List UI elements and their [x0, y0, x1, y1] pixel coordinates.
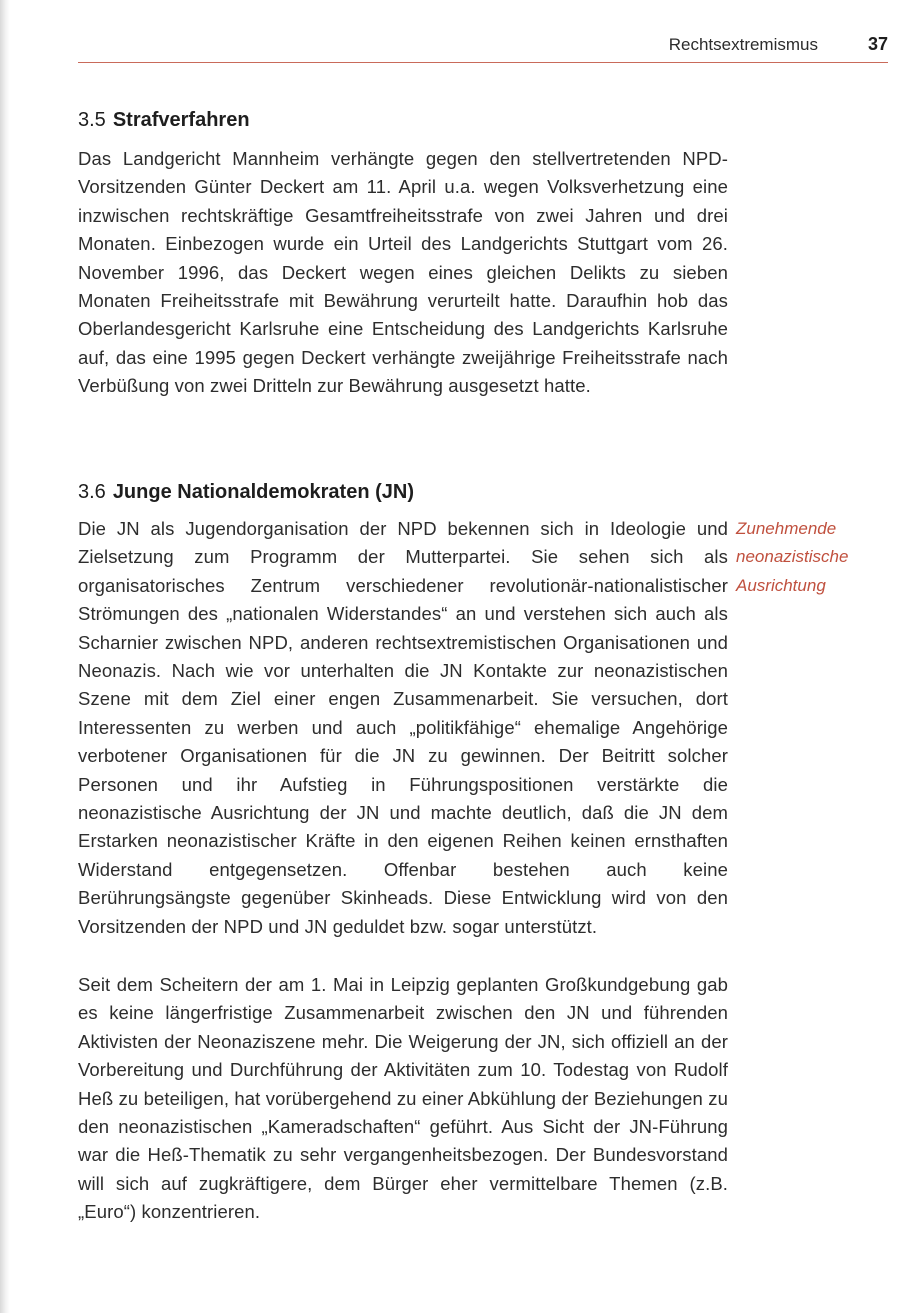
paragraph-jn-ideologie: Die JN als Jugendorganisation der NPD bekennen sich in Ideologie und Zielsetzung zum Programm der Mutterpartei. Sie sehen sich als organisatorisches Zentrum verschiedener revolutionär-nationalistischer Strömungen des „nationalen Widerstandes“ an und verstehen sich auch als Scharnier zwischen NPD, anderen rechtsextremistischen Organisationen und Neonazis. Nach wie vor unterhalten die JN Kontakte zur neonazistischen Szene mit dem Ziel einer engen Zusammenarbeit. Sie versuchen, dort Interessenten zu werben und auch „politikfähige“ ehemalige Angehörige verbotener Organisationen für die JN zu gewinnen. Der Beitritt solcher Personen und ihr Aufstieg in Führungspositionen verstärkte die neonazistische Ausrichtung der JN und machte deutlich, daß die JN dem Erstarken neonazistischer Kräfte in den eigenen Reihen keinen ernsthaften Widerstand entgegensetzen. Offenbar bestehen auch keine Berührungsängste gegenüber Skinheads. Diese Entwicklung wird von den Vorsitzenden der NPD und JN geduldet bzw. sogar unterstützt. — [78, 518, 728, 937]
scan-page-edge — [0, 0, 10, 1313]
section-number: 3.6 — [78, 481, 106, 503]
section-title: Strafverfahren — [112, 109, 250, 131]
margin-note: Zunehmende neonazistische Ausrichtung — [736, 519, 849, 595]
paragraph-strafverfahren: Das Landgericht Mannheim verhängte gegen den stellvertretenden NPD-Vorsitzenden Günter Deckert am 11. April u.a. wegen Volksverhetzung eine inzwischen rechtskräftige Gesamtfreiheitsstrafe von zwei Jahren und drei Monaten. Einbezogen wurde ein Urteil des Landgerichts Stuttgart vom 26. November 1996, das Deckert wegen eines gleichen Delikts zu sieben Monaten Freiheitsstrafe mit Bewährung verurteilt hatte. Daraufhin hob das Oberlandesgericht Karlsruhe eine Entscheidung des Landgerichts Karlsruhe auf, das eine 1995 gegen Deckert verhängte zweijährige Freiheitsstrafe nach Verbüßung von zwei Dritteln zur Bewährung ausgesetzt hatte. — [78, 148, 728, 397]
page-number: 37 — [867, 34, 888, 54]
running-title: Rechtsextremismus — [668, 35, 818, 54]
section-title: Junge Nationaldemokraten (JN) — [112, 481, 414, 503]
page-header — [78, 30, 888, 63]
section-number: 3.5 — [78, 109, 106, 131]
section-heading-strafverfahren — [78, 109, 250, 132]
paragraph-jn-zusammenarbeit: Seit dem Scheitern der am 1. Mai in Leipzig geplanten Großkundgebung gab es keine längerfristige Zusammenarbeit zwischen den JN und führenden Aktivisten der Neonaziszene mehr. Die Weigerung der JN, sich offiziell an der Vorbereitung und Durchführung der Aktivitäten zum 10. Todestag von Rudolf Heß zu beteiligen, hat vorübergehend zu einer Abkühlung der Beziehungen zu den neonazistischen „Kameradschaften“ geführt. Aus Sicht der JN-Führung war die Heß-Thematik zu sehr vergangenheitsbezogen. Der Bundesvorstand will sich auf zugkräftigere, dem Bürger eher vermittelbare Themen (z.B. „Euro“) konzentrieren. — [78, 974, 728, 1223]
section-heading-junge-nationaldemokraten — [78, 481, 414, 504]
